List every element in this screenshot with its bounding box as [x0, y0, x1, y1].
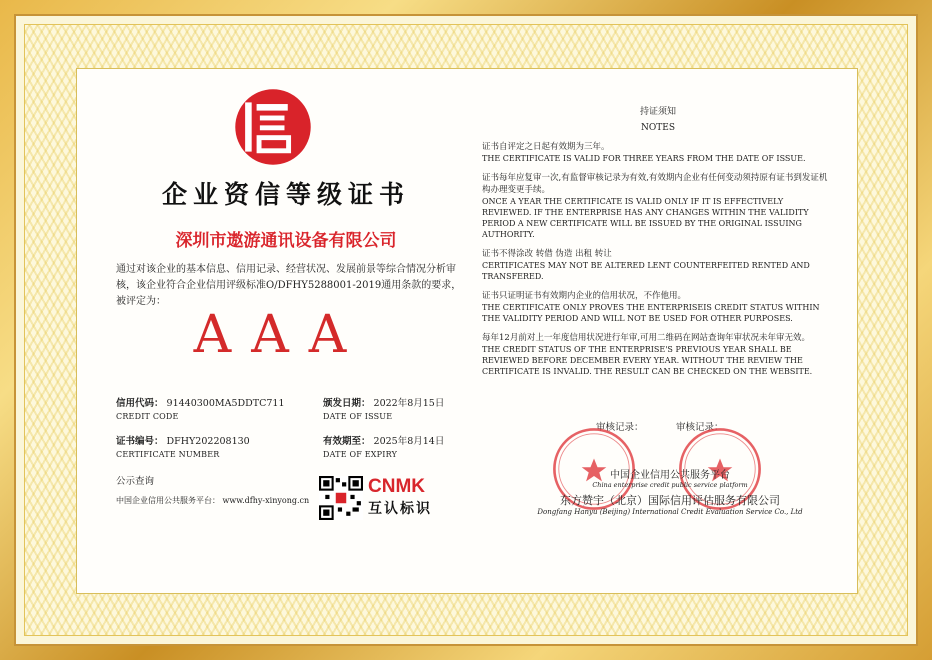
qr-code-icon	[319, 476, 363, 520]
company-name: 深圳市遨游通讯设备有限公司	[175, 231, 397, 251]
note-item	[482, 141, 834, 164]
note-en: THE CREDIT STATUS OF THE ENTERPRISE'S PREVIOUS YEAR SHALL BE REVIEWED BEFORE DECEMBER EVERY YEAR. WITHOUT THE REVIEW THE CERTIFICATE IS INVALID. THE RESULT CAN BE CHECKED ON THE WEBSITE.	[482, 345, 813, 376]
note-item	[482, 332, 834, 377]
certificate-title: 企业资信等级证书	[161, 180, 410, 209]
credit-code-field	[116, 397, 285, 423]
note-en: THE CERTIFICATE IS VALID FOR THREE YEARS FROM THE DATE OF ISSUE.	[482, 154, 806, 163]
issuer-platform-cn: 中国企业信用公共服务平台	[610, 470, 730, 481]
expiry-value: 2025年8月14日	[373, 436, 445, 447]
note-cn: 每年12月前对上一年度信用状况进行年审,可用二维码在网站查询年审状况未年审无效。	[482, 333, 811, 343]
note-en: CERTIFICATES MAY NOT BE ALTERED LENT COUNTERFEITED RENTED AND TRANSFERED.	[482, 261, 810, 281]
note-cn: 证书不得涂改 转借 伪造 出租 转让	[482, 249, 612, 259]
review-record-label-2: 审核记录：	[676, 422, 724, 433]
note-item	[482, 248, 834, 282]
credit-code-value: 91440300MA5DDTC711	[166, 398, 285, 409]
cnmk-mark	[368, 476, 432, 518]
cert-number-field	[116, 435, 250, 461]
credit-logo	[232, 86, 314, 168]
issue-date-en: DATE OF ISSUE	[323, 412, 393, 421]
expiry-label: 有效期至：	[323, 436, 371, 447]
note-item	[482, 172, 834, 240]
credit-code-label: 信用代码：	[116, 398, 164, 409]
note-cn: 证书只证明证书有效期内企业的信用状况，不作他用。	[482, 291, 687, 301]
issue-date-label: 颁发日期：	[323, 398, 371, 409]
issue-date-field	[323, 397, 444, 423]
note-en: THE CERTIFICATE ONLY PROVES THE ENTERPRISEIS CREDIT STATUS WITHIN THE VALIDITY PERIOD AND WILL NOT BE USED FOR OTHER PURPOSES.	[482, 303, 820, 323]
note-en: ONCE A YEAR THE CERTIFICATE IS VALID ONLY IF IT IS EFFECTIVELY REVIEWED. IF THE ENTERPRISE HAS ANY CHANGES WITHIN THE VALIDITY PERIOD A NEW CERTIFICATE WILL BE ISSUED BY THE ORIGINAL ISSUING AUTHORITY.	[482, 197, 809, 239]
issuer-company-en: Dongfang Hanyu (Beijing) International Credit Evaluation Service Co., Ltd	[537, 508, 803, 516]
public-query-label: 公示查询	[116, 476, 155, 487]
note-cn: 证书自评定之日起有效期为三年。	[482, 142, 610, 152]
notes-heading-cn: 持证须知	[639, 107, 676, 117]
notes-section	[482, 104, 834, 377]
issuer-block	[520, 466, 820, 516]
cert-number-label: 证书编号：	[116, 436, 164, 447]
intro-text: 通过对该企业的基本信息、信用记录、经营状况、发展前景等综合情况分析审核，该企业符合企业信用评级标准O/DFHY5288001-2019通用条款的要求，被评定为：	[116, 264, 462, 307]
issue-date-value: 2022年8月15日	[373, 398, 445, 409]
cert-number-value: DFHY202208130	[166, 436, 250, 447]
review-record-label-1: 审核记录：	[596, 422, 644, 433]
expiry-field	[323, 435, 444, 461]
rating-grade: AAA	[193, 305, 367, 365]
cnmk-logo-text: CNMK	[368, 476, 425, 497]
cnmk-subtitle: 互认标识	[368, 501, 432, 517]
platform-website: 中国企业信用公共服务平台： www.dfhy-xinyong.cn	[116, 496, 310, 505]
note-item	[482, 290, 834, 324]
credit-code-en: CREDIT CODE	[116, 412, 179, 421]
note-cn: 证书每年应复审一次,有监督审核记录为有效,有效期内企业有任何变动须持原有证书到发证机构办理变更手续。	[482, 173, 828, 195]
issuer-company-cn: 东方赞宇（北京）国际信用评估服务有限公司	[560, 494, 780, 507]
notes-heading-en: NOTES	[641, 123, 675, 133]
cert-number-en: CERTIFICATE NUMBER	[116, 450, 220, 459]
expiry-en: DATE OF EXPIRY	[323, 450, 398, 459]
issuer-platform-en: China enterprise credit public service platform	[592, 481, 748, 489]
